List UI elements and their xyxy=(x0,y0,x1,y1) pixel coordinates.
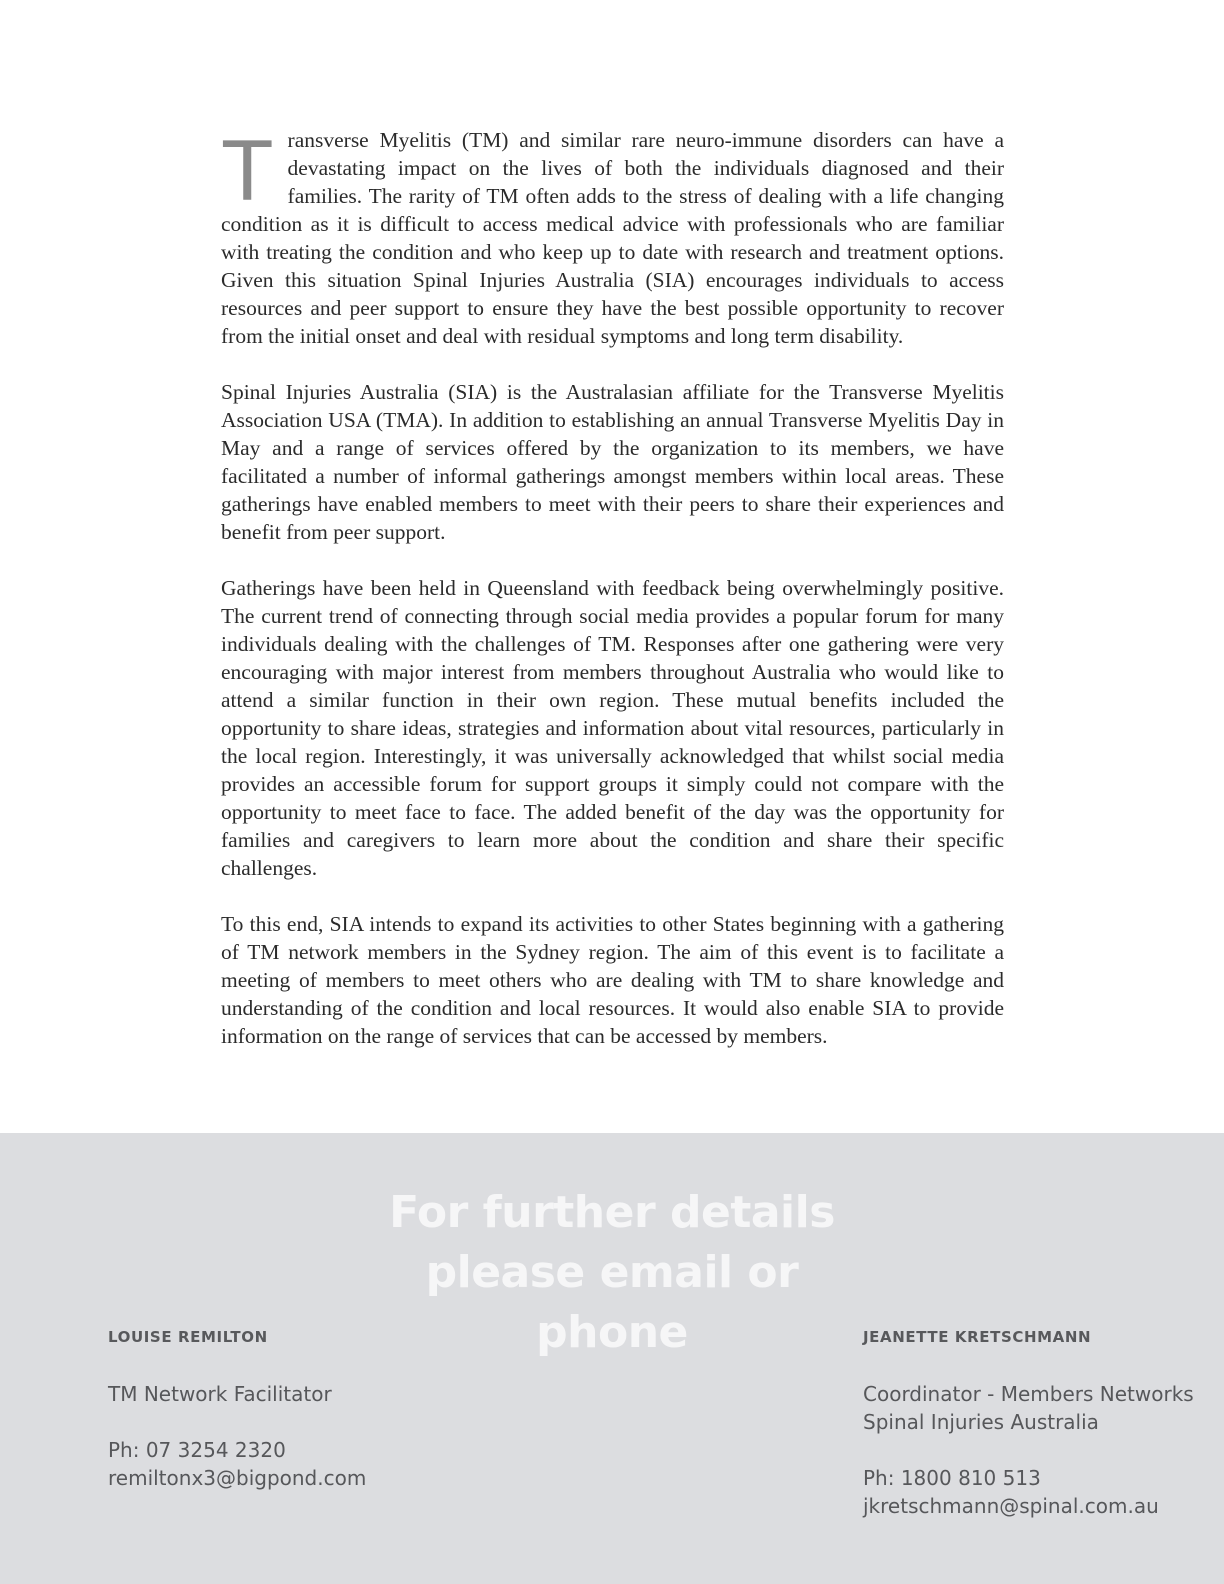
contact-heading-line: please email or xyxy=(425,1247,799,1298)
paragraph-intro-text: ransverse Myelitis (TM) and similar rare neuro-immune disorders can have a devastating impact on the lives of both the individuals diagnosed and their families. The rarity of TM often adds to the stress of dealing with a life changing condition as it is difficult to access medical advice with professionals who are familiar with treating the condition and who keep up to date with research and treatment options. Given this situation Spinal Injuries Australia (SIA) encourages individuals to access resources and peer support to ensure they have the best possible opportunity to recover from the initial onset and deal with residual symptoms and long term disability. xyxy=(221,128,1004,348)
contact-email[interactable]: remiltonx3@bigpond.com xyxy=(108,1466,367,1490)
spacer xyxy=(108,1408,438,1436)
spacer xyxy=(863,1436,1218,1464)
contact-phone: Ph: 1800 810 513 xyxy=(863,1466,1041,1490)
contact-heading-line: phone xyxy=(536,1307,688,1358)
contact-name: LOUISE REMILTON xyxy=(108,1328,268,1346)
contact-jeanette-kretschmann xyxy=(863,1328,1218,1520)
contact-heading-line: For further details xyxy=(389,1187,835,1238)
drop-cap: T xyxy=(221,123,274,219)
paragraph-affiliate: Spinal Injuries Australia (SIA) is the Australasian affiliate for the Transverse Myelitis Association USA (TMA). In addition to establishing an annual Transverse Myelitis Day in May and a range of services offered by the organization to its members, we have facilitated a number of informal gatherings amongst members within local areas. These gatherings have enabled members to meet with their peers to share their experiences and benefit from peer support. xyxy=(221,380,1004,544)
contact-organization: Spinal Injuries Australia xyxy=(863,1410,1099,1434)
paragraph-gatherings: Gatherings have been held in Queensland with feedback being overwhelmingly positive. The current trend of connecting through social media provides a popular forum for many individuals dealing with the challenges of TM. Responses after one gathering were very encouraging with major interest from members throughout Australia who would like to attend a similar function in their own region. These mutual benefits included the opportunity to share ideas, strategies and information about vital resources, particularly in the local region. Interestingly, it was universally acknowledged that whilst social media provides an accessible forum for support groups it simply could not compare with the opportunity to meet face to face. The added benefit of the day was the opportunity for families and caregivers to learn more about the condition and share their specific challenges. xyxy=(221,576,1004,880)
contact-phone: Ph: 07 3254 2320 xyxy=(108,1438,286,1462)
contact-role: TM Network Facilitator xyxy=(108,1382,332,1406)
paragraph-sydney-event: To this end, SIA intends to expand its activities to other States beginning with a gathering of TM network members in the Sydney region. The aim of this event is to facilitate a meeting of members to meet others who are dealing with TM to share knowledge and understanding of the condition and local resources. It would also enable SIA to provide information on the range of services that can be accessed by members. xyxy=(221,912,1004,1048)
contact-panel xyxy=(0,1133,1224,1584)
article-body xyxy=(221,123,1004,1078)
paragraph-intro xyxy=(221,123,1004,350)
contact-name: JEANETTE KRETSCHMANN xyxy=(863,1328,1092,1346)
contact-role: Coordinator - Members Networks xyxy=(863,1382,1194,1406)
contact-email[interactable]: jkretschmann@spinal.com.au xyxy=(863,1494,1159,1518)
contact-louise-remilton xyxy=(108,1328,438,1492)
